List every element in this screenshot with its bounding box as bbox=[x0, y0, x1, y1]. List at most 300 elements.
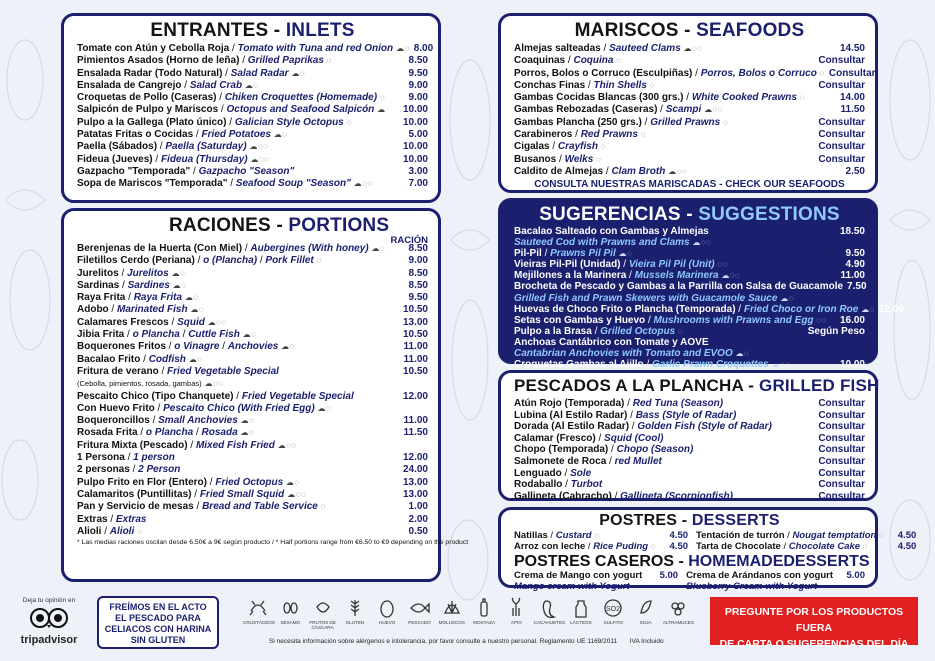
allergen-icons-inline: ◌ bbox=[137, 526, 143, 536]
dish-price: 3.00 bbox=[408, 165, 428, 177]
raciones-title: RACIONES - PORTIONS bbox=[169, 215, 390, 236]
menu-item-text: Busanos / Welks ◌ bbox=[514, 153, 602, 165]
sugerencias-title: SUGERENCIAS - SUGGESTIONS bbox=[539, 204, 840, 225]
menu-item bbox=[77, 514, 428, 526]
dish-name-en: Rice Puding bbox=[593, 541, 649, 552]
celiacos-notice bbox=[97, 596, 219, 649]
iva-note: IVA Incluido bbox=[629, 638, 664, 645]
menu-item-text: Alioli / Alioli ◌ bbox=[77, 525, 143, 537]
menu-item bbox=[77, 166, 428, 178]
postres-caseros-en: HOMEMADEDESSERTS bbox=[688, 553, 870, 570]
dish-name-en: Welks bbox=[564, 153, 594, 165]
allergen-label: CACAHUETES bbox=[533, 620, 566, 625]
allergen-icons-inline: ☁◌ bbox=[291, 68, 306, 78]
dish-name-en: Small Anchovies bbox=[158, 415, 238, 427]
allergen-icons-inline: ☁◌ bbox=[242, 330, 257, 340]
dish-name-en: Seafood Soup "Season" bbox=[235, 178, 351, 190]
dish-price: 4.50 bbox=[669, 530, 689, 541]
dish-price: Consultar bbox=[818, 153, 865, 165]
menu-item-text bbox=[514, 337, 803, 348]
menu-item bbox=[514, 293, 865, 304]
menu-item-text: Salpicón de Pulpo y Mariscos / Octopus and Seafood Salpicón ☁ bbox=[77, 104, 386, 116]
menu-item bbox=[77, 341, 428, 353]
allergen-legend-item bbox=[275, 597, 305, 630]
dish-name-en: Pescaito Chico (With Fried Egg) bbox=[163, 402, 315, 414]
menu-item-text: Rodaballo / Turbot bbox=[514, 479, 603, 491]
menu-item-text: Sardinas / Sardines ☁◌ bbox=[77, 279, 187, 291]
allergen-icons-inline: ☁◌ bbox=[244, 80, 259, 90]
dish-name-es: Tentación de turrón bbox=[696, 530, 785, 541]
dish-name-es: Croquetas Gambas al Ajillo bbox=[514, 359, 644, 371]
menu-item-text: Almejas salteadas / Sauteed Clams ☁◌◌ bbox=[514, 43, 703, 54]
menu-item-text: Pulpo a la Brasa / Grilled Octopus ◌ bbox=[514, 325, 684, 337]
dish-name-es: Sardinas bbox=[77, 279, 120, 291]
allergen-label: MOSTAZA bbox=[473, 620, 496, 625]
allergen-label: SOJA bbox=[639, 620, 652, 625]
dish-name-es: Bacalao Salteado con Gambas y Almejas bbox=[514, 226, 709, 237]
allergen-legend-item bbox=[631, 597, 661, 630]
menu-item bbox=[514, 248, 865, 259]
dish-price: Consultar bbox=[818, 455, 865, 467]
dish-price: 8.50 bbox=[408, 55, 428, 67]
lupin-icon bbox=[667, 597, 689, 619]
menu-item bbox=[514, 55, 865, 67]
caseros-blueberry-es: Crema de Arándanos con yogurt bbox=[686, 570, 833, 581]
allergen-icons-inline: ☁◌◌ bbox=[704, 105, 724, 115]
menu-item bbox=[514, 541, 688, 552]
dish-name-en: Fried Small Squid bbox=[199, 488, 285, 500]
caseros-item-blueberry bbox=[686, 571, 865, 592]
dish-price: Consultar bbox=[818, 444, 865, 456]
dish-name-en-alt: Anchovies bbox=[227, 341, 279, 353]
dish-price: 12.00 bbox=[878, 303, 904, 315]
menu-item bbox=[514, 421, 865, 433]
dish-price: 10.50 bbox=[402, 329, 428, 341]
dish-name-es: Huevas de Choco Frito o Plancha (Temporada) bbox=[514, 303, 736, 315]
pescados-panel bbox=[498, 370, 878, 501]
postres-caseros-es: POSTRES CASEROS bbox=[514, 553, 675, 570]
dish-name-en: Chocolate Cake bbox=[788, 541, 861, 552]
caseros-mango-es: Crema de Mango con yogurt bbox=[514, 570, 643, 581]
allergen-label: CRUSTÁCEOS bbox=[243, 620, 275, 625]
dish-name-es: Jibia Frita bbox=[77, 329, 125, 341]
menu-item-text: Fideua (Jueves) / Fideua (Thursday) ☁◌◌ bbox=[77, 153, 270, 165]
allergen-icons-inline: ◌ bbox=[596, 154, 602, 164]
allergen-icons-inline: ◌ bbox=[879, 531, 885, 540]
postres-title-es: POSTRES bbox=[599, 512, 678, 529]
allergen-legend-item bbox=[243, 597, 273, 630]
mollusc-icon bbox=[441, 597, 463, 619]
dish-name-es: Lubina (Al Estilo Radar) bbox=[514, 409, 628, 421]
menu-item-text: Patatas Fritas o Cocidas / Fried Potatoes ☁◌ bbox=[77, 129, 288, 141]
dish-name-en: Squid (Cool) bbox=[604, 432, 664, 444]
dish-name-en: Clam Broth bbox=[611, 165, 666, 177]
menu-item bbox=[514, 433, 865, 445]
menu-item bbox=[77, 415, 428, 427]
dish-name-en: Coquina bbox=[573, 55, 614, 67]
menu-item bbox=[514, 281, 865, 292]
dish-name-en-alt: Cuttle Fish bbox=[188, 329, 240, 341]
menu-item bbox=[514, 104, 865, 116]
dish-name-es: 2 personas bbox=[77, 464, 130, 476]
menu-item bbox=[77, 329, 428, 341]
tripadvisor-caption: Deja tu opinión en bbox=[22, 597, 76, 604]
menu-item-text: Croquetas Gambas al Ajillo / Garlic Prawn Croquettes ☁◌◌ bbox=[514, 359, 791, 371]
allergen-icons-inline: ☁◌ bbox=[240, 416, 255, 426]
dish-name-en: Grilled Octopus bbox=[600, 325, 676, 337]
dish-name-en: Raya Frita bbox=[133, 292, 183, 304]
dish-name-en: Crayfish bbox=[557, 141, 598, 153]
menu-item bbox=[514, 410, 865, 422]
dish-name-es: Filetillos Cerdo (Periana) bbox=[77, 255, 195, 267]
menu-item bbox=[77, 391, 428, 403]
dish-name-en: Scampi bbox=[665, 104, 702, 116]
dish-price: 11.50 bbox=[403, 427, 428, 439]
dish-name-en: 2 Person bbox=[138, 464, 181, 476]
dish-name-es: Natillas bbox=[514, 530, 548, 541]
allergen-label: ALTRAMUCES bbox=[662, 620, 694, 625]
menu-item-text: Tomate con Atún y Cebolla Roja / Tomato with Tuna and red Onion ☁◌ bbox=[77, 43, 410, 54]
dish-name-es: Raya Frita bbox=[77, 292, 126, 304]
dish-price: 10.00 bbox=[402, 116, 428, 128]
menu-item-text: Paella (Sábados) / Paella (Saturday) ☁◌◌ bbox=[77, 141, 269, 153]
dish-price: 11.00 bbox=[403, 341, 428, 353]
allergen-label: HUEVO bbox=[379, 620, 396, 625]
menu-item bbox=[77, 280, 428, 292]
gluten-icon bbox=[344, 597, 366, 619]
menu-item-text: Tentación de turrón / Nougat temptation ◌ bbox=[696, 530, 885, 541]
dish-name-es: Fritura de verano bbox=[77, 365, 159, 377]
dish-price: 9.00 bbox=[408, 92, 428, 104]
menu-item bbox=[514, 270, 865, 281]
menu-item bbox=[77, 378, 428, 390]
dish-name-es: Salpicón de Pulpo y Mariscos bbox=[77, 104, 219, 116]
allergen-icons-inline: ◌ bbox=[640, 130, 646, 140]
allergen-icons-inline: ☁◌◌ bbox=[692, 238, 712, 248]
menu-item-text: Sopa de Mariscos "Temporada" / Seafood Soup "Season" ☁◌◌ bbox=[77, 178, 373, 190]
dish-name-en: Fideua (Thursday) bbox=[160, 153, 248, 165]
dish-price: 10.00 bbox=[402, 141, 428, 153]
dish-name-en: 1 person bbox=[133, 452, 175, 464]
dish-name-en: Fried Potatoes bbox=[201, 129, 271, 141]
dish-name-es: Ensalada de Cangrejo bbox=[77, 79, 182, 91]
menu-item-text: Tarta de Chocolate / Chocolate Cake ◌ bbox=[696, 541, 868, 552]
allergen-icons-inline: ☁◌ bbox=[171, 268, 186, 278]
menu-item-text: Chopo (Temporada) / Chopo (Season) bbox=[514, 444, 694, 456]
dish-price: 10.00 bbox=[402, 153, 428, 165]
menu-item bbox=[77, 403, 428, 415]
dish-name-es: Dorada (Al Estilo Radar) bbox=[514, 421, 630, 433]
dish-price: 10.00 bbox=[839, 359, 865, 371]
allergen-icons-inline: ◌ bbox=[320, 502, 326, 512]
allergen-icons-inline: ☁◌◌ bbox=[249, 142, 269, 152]
allergen-icons-inline: ◌ bbox=[650, 542, 657, 551]
menu-item bbox=[696, 541, 916, 552]
sugerencias-panel bbox=[498, 198, 904, 371]
dish-name-es: Brocheta de Pescado y Gambas a la Parrilla con Salsa de Guacamole bbox=[514, 281, 844, 293]
menu-item-text: Calamaritos (Puntillitas) / Fried Small Squid ☁◌◌ bbox=[77, 488, 307, 500]
dish-price: Consultar bbox=[818, 398, 865, 409]
menu-item-text: Berenjenas de la Huerta (Con Miel) / Aubergines (With honey) ☁◌ bbox=[77, 243, 386, 254]
allergen-icons-inline: ◌ bbox=[616, 56, 622, 66]
dish-name-es: Carabineros bbox=[514, 129, 573, 141]
allergen-icons-inline: ☁◌◌ bbox=[204, 379, 224, 389]
dish-name-en: Sole bbox=[570, 467, 592, 479]
allergen-label: SÉSAMO bbox=[280, 620, 301, 625]
dairy-icon bbox=[570, 597, 592, 619]
menu-item bbox=[514, 141, 865, 153]
dish-name-es: Berenjenas de la Huerta (Con Miel) bbox=[77, 243, 243, 254]
entrantes-title: ENTRANTES - INLETS bbox=[150, 20, 355, 41]
dish-name-en: Galician Style Octopus bbox=[234, 116, 344, 128]
menu-item-text: Natillas / Custard ◌ bbox=[514, 530, 600, 541]
menu-item bbox=[77, 464, 428, 476]
dish-name-en: Bread and Table Service bbox=[202, 501, 318, 513]
allergen-note: Si necesita información sobre alérgenos e intolerancia, por favor consulte a nuestro personal. Reglamento UE 1169/2011 bbox=[269, 638, 618, 645]
dish-name-en: Thin Shells bbox=[593, 79, 647, 91]
menu-item-text: Caldito de Almejas / Clam Broth ☁◌◌ bbox=[514, 165, 688, 177]
dish-price: 9.50 bbox=[408, 292, 428, 304]
racion-column-header: RACIÓN bbox=[390, 235, 428, 246]
dish-price: 13.00 bbox=[402, 316, 428, 328]
menu-item bbox=[77, 154, 428, 166]
dish-name-es: Rodaballo bbox=[514, 479, 563, 491]
allergen-icons-inline: ☁◌ bbox=[172, 280, 187, 290]
menu-item bbox=[514, 530, 688, 541]
dish-name-es: Rosada Frita bbox=[77, 427, 138, 439]
menu-item bbox=[514, 491, 865, 503]
dish-name-en: Grilled Fish and Prawn Skewers with Guacamole Sauce bbox=[514, 292, 778, 304]
menu-item bbox=[77, 55, 428, 67]
menu-item-text: Extras / Extras bbox=[77, 513, 147, 525]
dish-price: 10.50 bbox=[402, 304, 428, 316]
dish-name-es: Coaquinas bbox=[514, 55, 566, 67]
dish-name-es: Boqueroncillos bbox=[77, 415, 150, 427]
dish-name-es: Conchas Finas bbox=[514, 79, 586, 91]
raciones-footnote: * Las medias raciones oscilan desde 6.50€ a 9€ según producto / * Half portions range from €6.50 to €9 depending on the product bbox=[77, 539, 469, 547]
entrantes-panel bbox=[61, 13, 441, 203]
dish-name-es: Alioli bbox=[77, 525, 102, 537]
menu-item-text: Pil-Pil / Prawns Pil Pil ☁◌ bbox=[514, 248, 633, 260]
dish-price: 14.50 bbox=[839, 43, 865, 54]
menu-item bbox=[514, 67, 876, 80]
tripadvisor-badge[interactable] bbox=[14, 597, 84, 646]
dish-price: 2.00 bbox=[408, 513, 428, 525]
allergen-icons-inline: ☁◌◌ bbox=[353, 179, 373, 189]
allergen-label: MOLUSCOS bbox=[438, 620, 465, 625]
dish-name-en-alt: Rosada bbox=[201, 427, 238, 439]
menu-item-text bbox=[514, 348, 803, 359]
menu-item-text: Huevas de Choco Frito o Plancha (Temporada) / Fried Choco or Iron Roe ☁◌ bbox=[514, 303, 875, 315]
dish-name-es: Fideua (Jueves) bbox=[77, 153, 153, 165]
dish-name-en: Golden Fish (Style of Radar) bbox=[637, 421, 772, 433]
menu-item bbox=[514, 43, 865, 55]
menu-item bbox=[514, 398, 865, 410]
menu-item-text: Adobo / Marinated Fish ☁◌ bbox=[77, 304, 205, 316]
dish-price: 11.00 bbox=[403, 415, 428, 427]
menu-item bbox=[77, 526, 428, 538]
menu-item-text: Gazpacho "Temporada" / Gazpacho "Season" bbox=[77, 165, 295, 177]
allergen-icons-inline: ◌ bbox=[819, 68, 825, 78]
mariscos-footer: CONSULTA NUESTRAS MARISCADAS - CHECK OUR SEAFOODS bbox=[534, 179, 845, 191]
dish-name-es: Chopo (Temporada) bbox=[514, 444, 609, 456]
dish-price: 7.00 bbox=[408, 178, 428, 190]
tripadvisor-owl-icon bbox=[29, 607, 69, 629]
dish-name-es: Tarta de Chocolate bbox=[696, 541, 781, 552]
dish-name-en: o Plancha bbox=[145, 427, 194, 439]
dish-price: 1.00 bbox=[408, 501, 428, 513]
dish-name-en: White Cooked Prawns bbox=[691, 92, 797, 104]
pregunte-line-1: PREGUNTE POR LOS PRODUCTOS FUERA bbox=[724, 606, 904, 634]
ask-off-menu-banner bbox=[710, 597, 918, 650]
allergen-icons-inline: ◌ bbox=[326, 56, 332, 66]
menu-item bbox=[514, 444, 865, 456]
dish-name-en: Turbot bbox=[570, 479, 603, 491]
dish-price: 9.50 bbox=[845, 248, 865, 260]
dish-name-es: Bacalao Frito bbox=[77, 353, 141, 365]
menu-item-text: Salmonete de Roca / red Mullet bbox=[514, 455, 662, 467]
allergen-icons-inline: ☁◌ bbox=[240, 428, 255, 438]
menu-item-text: Calamares Frescos / Squid ☁◌◌ bbox=[77, 316, 227, 328]
menu-item bbox=[514, 129, 865, 141]
allergen-icons-inline: ◌ bbox=[649, 80, 655, 90]
menu-item bbox=[77, 68, 428, 80]
peanut-icon bbox=[538, 597, 560, 619]
dish-name-en: Gazpacho "Season" bbox=[198, 165, 295, 177]
menu-item bbox=[514, 80, 865, 92]
allergen-icons-inline: ◌◌ bbox=[717, 260, 728, 270]
dish-name-es: Extras bbox=[77, 513, 108, 525]
menu-item-text bbox=[77, 378, 384, 390]
dish-price: 24.00 bbox=[402, 464, 428, 476]
mustard-icon bbox=[473, 597, 495, 619]
dish-price: Consultar bbox=[818, 79, 865, 91]
menu-item-text: Jurelitos / Jurelitos ☁◌ bbox=[77, 267, 186, 279]
dish-name-es: Cigalas bbox=[514, 141, 550, 153]
dish-price: 8.00 bbox=[413, 43, 434, 54]
menu-item-text: Gambas Plancha (250 grs.) / Grilled Prawns ◌ bbox=[514, 116, 729, 128]
menu-item bbox=[77, 452, 428, 464]
dish-name-es: Gallineta (Cabracho) bbox=[514, 490, 612, 502]
menu-item bbox=[77, 489, 428, 501]
menu-item bbox=[514, 326, 865, 337]
menu-item bbox=[77, 117, 428, 129]
dish-name-en: Aubergines (With honey) bbox=[250, 243, 369, 254]
menu-item bbox=[77, 243, 428, 255]
menu-item-text: Ensalada de Cangrejo / Salad Crab ☁◌ bbox=[77, 79, 259, 91]
dish-name-en: o (Plancha) bbox=[203, 255, 258, 267]
dish-name-en: Cantabrian Anchovies with Tomato and EVOO bbox=[514, 348, 733, 360]
menu-item bbox=[77, 304, 428, 316]
dish-name-es: Gambas Cocidas Blancas (300 grs.) bbox=[514, 92, 684, 104]
menu-item-text: Pan y Servicio de mesas / Bread and Table Service ◌ bbox=[77, 501, 326, 513]
celiacos-line-2: EL PESCADO PARA bbox=[115, 613, 201, 623]
pescados-title-es: PESCADOS A LA PLANCHA bbox=[514, 376, 744, 395]
dish-name-es: Porros, Bolos o Corruco (Esculpiñas) bbox=[514, 67, 693, 79]
dish-name-es: Pulpo Frito en Flor (Entero) bbox=[77, 476, 207, 488]
allergen-icons-inline: ◌ bbox=[862, 542, 868, 551]
dish-price: Consultar bbox=[818, 490, 865, 502]
menu-item-text: Gambas Cocidas Blancas (300 grs.) / White Cooked Prawns ◌ bbox=[514, 92, 805, 104]
allergen-icons-inline: ☁◌ bbox=[618, 249, 633, 259]
allergen-legend-item bbox=[598, 597, 628, 630]
allergen-icons-inline: ☁◌ bbox=[184, 293, 199, 303]
menu-item bbox=[514, 337, 865, 348]
allergen-label: APIO bbox=[510, 620, 522, 625]
postres-panel bbox=[498, 507, 917, 592]
menu-item-text: Pescaito Chico (Tipo Chanquete) / Fried Vegetable Special bbox=[77, 390, 354, 402]
entrantes-title-en: INLETS bbox=[285, 20, 355, 41]
allergen-note-row bbox=[243, 638, 693, 645]
menu-item bbox=[77, 92, 428, 104]
menu-item bbox=[77, 141, 428, 153]
menu-item bbox=[77, 104, 428, 116]
sugerencias-title-es: SUGERENCIAS bbox=[539, 204, 681, 225]
dish-name-es: Lenguado bbox=[514, 467, 562, 479]
dish-name-en: Fried Vegetable Special bbox=[241, 390, 354, 402]
menu-item bbox=[696, 530, 916, 541]
menu-item-text bbox=[514, 237, 803, 248]
dish-name-es: Gambas Rebozadas (Caseras) bbox=[514, 104, 658, 116]
allergen-icons-inline: ◌ bbox=[677, 326, 684, 336]
fish-icon bbox=[408, 597, 430, 619]
menu-item-text: Gambas Rebozadas (Caseras) / Scampi ☁◌◌ bbox=[514, 104, 724, 116]
menu-item bbox=[514, 166, 865, 178]
dish-price: 4.90 bbox=[845, 259, 865, 271]
dish-name-en: Chopo (Season) bbox=[616, 444, 694, 456]
dish-name-es: Setas con Gambas y Huevo bbox=[514, 314, 646, 326]
menu-item-text: Pimientos Asados (Horno de leña) / Grilled Paprikas ◌ bbox=[77, 55, 332, 67]
dish-name-es: (Cebolla, pimientos, rosada, gambas) bbox=[77, 379, 202, 389]
menu-item-text: Filetillos Cerdo (Periana) / o (Plancha) / Pork Fillet ◌ bbox=[77, 255, 322, 267]
menu-item-text: Conchas Finas / Thin Shells ◌ bbox=[514, 79, 655, 91]
celery-icon bbox=[505, 597, 527, 619]
menu-item bbox=[514, 92, 865, 104]
allergen-icons-inline: ◌ bbox=[316, 256, 322, 266]
dish-price: 10.00 bbox=[402, 104, 428, 116]
dish-name-en: Red Prawns bbox=[580, 129, 638, 141]
menu-item bbox=[77, 477, 428, 489]
entrantes-title-es: ENTRANTES bbox=[150, 20, 269, 41]
dish-price: Consultar bbox=[818, 467, 865, 479]
dish-price: 4.50 bbox=[669, 541, 689, 552]
entrantes-list bbox=[77, 43, 434, 191]
crustacean-icon bbox=[247, 597, 269, 619]
menu-item bbox=[514, 237, 865, 248]
dish-name-es: Sopa de Mariscos "Temporada" bbox=[77, 178, 228, 190]
menu-item bbox=[514, 259, 865, 270]
allergen-icons-inline: ☁◌ bbox=[188, 354, 203, 364]
menu-item-text: 2 personas / 2 Person bbox=[77, 464, 181, 476]
dish-price: 5.00 bbox=[408, 129, 428, 141]
dish-price: 11.00 bbox=[403, 353, 428, 365]
allergen-legend-item bbox=[340, 597, 370, 630]
menu-item-text: Pulpo a la Gallega (Plato único) / Galician Style Octopus ◌ bbox=[77, 116, 352, 128]
menu-item-text: Croquetas de Pollo (Caseras) / Chiken Croquettes (Homemade) ◌ bbox=[77, 92, 386, 104]
menu-item-text bbox=[514, 281, 843, 292]
dish-name-es: Calamar (Fresco) bbox=[514, 432, 596, 444]
dish-name-en: Sardines bbox=[127, 279, 170, 291]
dish-name-en: Mixed Fish Fried bbox=[195, 439, 275, 451]
dish-name-es: Vieiras Pil-Pil (Unidad) bbox=[514, 259, 621, 271]
dish-price: 4.50 bbox=[897, 530, 917, 541]
allergen-icons-inline: ☁◌ bbox=[861, 304, 875, 314]
dish-price: 0.50 bbox=[408, 525, 428, 537]
allergen-icons-inline: ☁◌ bbox=[395, 44, 410, 53]
menu-item bbox=[514, 154, 865, 166]
dish-name-en: Mussels Marinera bbox=[634, 270, 719, 282]
dish-name-en: Extras bbox=[115, 513, 147, 525]
